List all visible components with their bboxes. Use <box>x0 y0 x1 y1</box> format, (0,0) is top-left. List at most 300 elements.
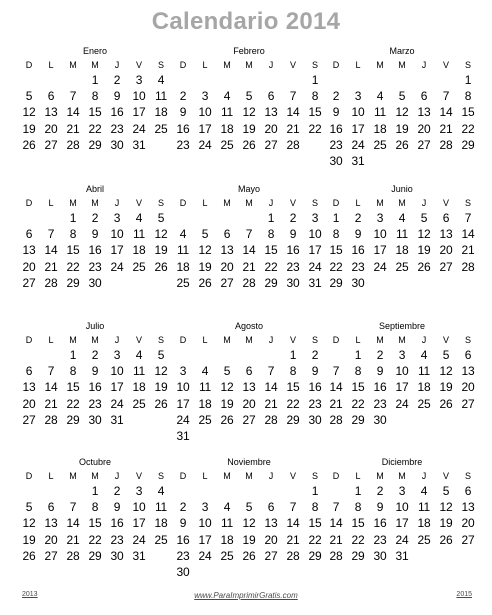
day-cell: 20 <box>242 396 256 411</box>
day-cell: 4 <box>223 89 231 104</box>
day-cell: 21 <box>286 121 300 136</box>
weekday-header: J <box>268 198 274 208</box>
day-cell: 10 <box>308 227 322 242</box>
day-cell: 18 <box>417 516 431 531</box>
day-cell: 8 <box>311 500 319 515</box>
month-abril <box>18 182 172 291</box>
day-cell: 18 <box>154 105 168 120</box>
day-cell: 2 <box>91 211 99 225</box>
day-cell: 25 <box>154 121 168 136</box>
day-cell: 17 <box>395 516 409 531</box>
day-cell: 8 <box>311 89 319 104</box>
day-cell: 5 <box>442 484 450 498</box>
day-cell: 31 <box>132 137 146 152</box>
month-diciembre <box>325 455 479 564</box>
day-cell: 11 <box>154 500 168 515</box>
day-cell <box>172 347 194 363</box>
month-name: Febrero <box>233 46 265 56</box>
weekday-header-row <box>172 196 326 210</box>
day-cell: 14 <box>44 380 58 395</box>
weekday-header-row <box>18 58 172 72</box>
day-cell: 9 <box>91 227 99 242</box>
weekday-header: M <box>245 471 253 481</box>
weekday-header: M <box>398 60 406 70</box>
day-cell: 5 <box>157 211 165 225</box>
day-cell: 29 <box>308 548 322 563</box>
week-row <box>172 259 326 275</box>
day-cell: 4 <box>135 348 143 362</box>
day-cell: 4 <box>420 484 428 498</box>
day-cell: 6 <box>267 89 275 104</box>
week-row <box>172 121 326 137</box>
week-row <box>325 210 479 226</box>
day-cell: 14 <box>439 105 453 120</box>
day-cell: 29 <box>351 412 365 427</box>
weekday-header: M <box>398 471 406 481</box>
weekday-header: M <box>223 198 231 208</box>
day-cell: 21 <box>329 396 343 411</box>
day-cell: 6 <box>420 89 428 104</box>
day-cell: 18 <box>198 396 212 411</box>
day-cell: 9 <box>376 364 384 379</box>
day-cell: 13 <box>44 516 58 531</box>
day-cell: 27 <box>220 275 234 290</box>
day-cell <box>238 347 260 363</box>
day-cell: 22 <box>88 121 102 136</box>
day-cell: 12 <box>220 380 234 395</box>
day-cell: 8 <box>69 227 77 242</box>
day-cell: 9 <box>113 500 121 515</box>
week-row <box>172 412 326 428</box>
day-cell: 1 <box>69 348 77 362</box>
month-name: Octubre <box>78 457 111 467</box>
day-cell: 30 <box>110 548 124 563</box>
day-cell: 12 <box>22 516 36 531</box>
day-cell: 11 <box>176 243 190 258</box>
day-cell: 3 <box>135 73 143 87</box>
day-cell: 8 <box>354 364 362 379</box>
day-cell: 3 <box>398 484 406 498</box>
day-cell: 21 <box>461 243 475 258</box>
weekday-header: M <box>376 471 384 481</box>
weekday-header: S <box>464 471 471 481</box>
day-cell: 10 <box>373 227 387 242</box>
day-cell: 16 <box>110 516 124 531</box>
day-cell <box>238 483 260 499</box>
day-cell: 10 <box>132 89 146 104</box>
day-cell: 16 <box>176 532 190 547</box>
day-cell: 5 <box>398 89 406 104</box>
weekday-header: L <box>48 471 54 481</box>
day-cell: 23 <box>308 396 322 411</box>
day-cell: 30 <box>88 275 102 290</box>
weekday-header-row <box>18 469 172 483</box>
day-cell: 9 <box>179 516 187 531</box>
day-cell: 31 <box>110 412 124 427</box>
weekday-header: M <box>245 335 253 345</box>
weekday-header: M <box>376 198 384 208</box>
day-cell <box>304 137 326 153</box>
week-row <box>172 242 326 258</box>
day-cell: 19 <box>439 516 453 531</box>
day-cell: 5 <box>25 89 33 104</box>
week-row <box>325 499 479 515</box>
weekday-header-row <box>325 196 479 210</box>
site-link[interactable]: www.ParaImprimirGratis.com <box>194 591 298 600</box>
day-cell: 15 <box>329 243 343 258</box>
weekday-header: D <box>332 471 340 481</box>
day-cell: 12 <box>154 364 168 379</box>
day-cell: 13 <box>461 364 475 379</box>
weekday-header: S <box>311 335 318 345</box>
weekday-header: S <box>464 60 471 70</box>
weekday-header: S <box>157 198 164 208</box>
week-row <box>172 137 326 153</box>
day-cell: 6 <box>442 211 450 225</box>
day-cell: 26 <box>242 137 256 152</box>
day-cell: 29 <box>286 412 300 427</box>
day-cell: 28 <box>264 412 278 427</box>
day-cell: 27 <box>461 396 475 411</box>
day-cell: 24 <box>395 532 409 547</box>
weekday-header: M <box>223 335 231 345</box>
day-cell: 12 <box>154 227 168 242</box>
day-cell <box>413 275 435 291</box>
day-cell: 23 <box>176 548 190 563</box>
day-cell: 17 <box>110 243 124 258</box>
day-cell: 29 <box>461 137 475 152</box>
weekday-header: L <box>355 198 361 208</box>
next-year-link[interactable]: 2015 <box>456 591 472 598</box>
day-cell: 19 <box>242 121 256 136</box>
day-cell <box>304 428 326 444</box>
day-cell: 1 <box>311 484 319 498</box>
day-cell: 18 <box>176 259 190 274</box>
day-cell: 5 <box>25 500 33 515</box>
day-cell <box>282 483 304 499</box>
weekday-header: J <box>421 471 427 481</box>
day-cell: 10 <box>110 364 124 379</box>
day-cell: 22 <box>66 259 80 274</box>
day-cell: 30 <box>351 275 365 290</box>
day-cell: 24 <box>132 121 146 136</box>
day-cell: 5 <box>442 348 450 362</box>
day-cell <box>260 347 282 363</box>
day-cell <box>369 153 391 169</box>
week-row <box>18 226 172 242</box>
day-cell: 15 <box>461 105 475 120</box>
day-cell: 11 <box>417 364 431 379</box>
day-cell: 5 <box>201 227 209 242</box>
day-cell: 5 <box>223 364 231 379</box>
day-cell: 4 <box>157 73 165 87</box>
weekday-header: D <box>332 335 340 345</box>
day-cell: 6 <box>25 227 33 242</box>
day-cell: 11 <box>220 105 234 120</box>
day-cell: 27 <box>22 412 36 427</box>
week-row <box>18 532 172 548</box>
month-name: Julio <box>85 321 105 331</box>
day-cell: 16 <box>286 243 300 258</box>
week-row <box>325 259 479 275</box>
day-cell: 4 <box>157 484 165 498</box>
weekday-header: J <box>268 60 274 70</box>
day-cell: 20 <box>22 396 36 411</box>
day-cell: 26 <box>439 532 453 547</box>
day-cell: 8 <box>354 500 362 515</box>
day-cell: 15 <box>88 516 102 531</box>
day-cell: 16 <box>373 516 387 531</box>
day-cell: 27 <box>22 275 36 290</box>
weekday-header: L <box>202 198 208 208</box>
day-cell: 8 <box>332 227 340 242</box>
day-cell <box>347 72 369 88</box>
day-cell: 13 <box>439 227 453 242</box>
day-cell: 20 <box>44 121 58 136</box>
day-cell <box>194 564 216 580</box>
week-row <box>172 226 326 242</box>
day-cell <box>40 347 62 363</box>
day-cell: 3 <box>376 211 384 225</box>
week-row <box>18 121 172 137</box>
week-row <box>325 72 479 88</box>
day-cell: 29 <box>66 412 80 427</box>
day-cell <box>238 210 260 226</box>
week-row <box>172 564 326 580</box>
day-cell: 12 <box>439 500 453 515</box>
day-cell: 21 <box>439 121 453 136</box>
day-cell: 21 <box>329 532 343 547</box>
day-cell: 18 <box>154 516 168 531</box>
weekday-header: M <box>398 335 406 345</box>
day-cell: 13 <box>44 105 58 120</box>
day-cell: 28 <box>286 548 300 563</box>
day-cell: 27 <box>44 137 58 152</box>
day-cell <box>325 483 347 499</box>
day-cell: 29 <box>264 275 278 290</box>
weekday-header: V <box>442 198 449 208</box>
day-cell: 22 <box>329 259 343 274</box>
week-row <box>172 363 326 379</box>
month-marzo <box>325 44 479 169</box>
day-cell: 1 <box>91 73 99 87</box>
day-cell <box>282 72 304 88</box>
day-cell: 3 <box>113 348 121 362</box>
day-cell: 16 <box>88 243 102 258</box>
day-cell: 13 <box>461 500 475 515</box>
day-cell: 10 <box>110 227 124 242</box>
day-cell <box>150 137 172 153</box>
day-cell: 21 <box>66 121 80 136</box>
day-cell: 18 <box>417 380 431 395</box>
day-cell: 25 <box>373 137 387 152</box>
day-cell: 14 <box>66 516 80 531</box>
weekday-header: L <box>202 471 208 481</box>
weekday-header: D <box>25 198 33 208</box>
prev-year-link[interactable]: 2013 <box>22 591 38 598</box>
day-cell: 28 <box>329 412 343 427</box>
week-row <box>18 347 172 363</box>
day-cell: 13 <box>22 243 36 258</box>
day-cell: 4 <box>201 364 209 379</box>
calendar-title: Calendario 2014 <box>151 8 341 35</box>
month-enero <box>18 44 172 153</box>
day-cell: 24 <box>198 548 212 563</box>
weekday-header: M <box>69 471 77 481</box>
day-cell: 7 <box>332 364 340 379</box>
weekday-header: L <box>48 60 54 70</box>
day-cell: 16 <box>88 380 102 395</box>
day-cell <box>194 210 216 226</box>
day-cell: 16 <box>308 380 322 395</box>
week-row <box>325 275 479 291</box>
day-cell: 3 <box>311 211 319 225</box>
weekday-header-row <box>325 58 479 72</box>
day-cell: 18 <box>132 243 146 258</box>
day-cell: 15 <box>351 516 365 531</box>
weekday-header: M <box>398 198 406 208</box>
day-cell: 30 <box>373 412 387 427</box>
week-row <box>18 275 172 291</box>
day-cell: 16 <box>110 105 124 120</box>
day-cell: 7 <box>442 89 450 104</box>
day-cell <box>106 275 128 291</box>
day-cell: 21 <box>44 396 58 411</box>
day-cell: 2 <box>311 348 319 362</box>
day-cell: 25 <box>220 548 234 563</box>
day-cell: 1 <box>289 348 297 362</box>
day-cell: 28 <box>44 275 58 290</box>
week-row <box>325 242 479 258</box>
week-row <box>325 515 479 531</box>
day-cell: 10 <box>395 500 409 515</box>
week-row <box>18 396 172 412</box>
day-cell: 15 <box>286 380 300 395</box>
week-row <box>172 88 326 104</box>
weekday-header: S <box>311 471 318 481</box>
day-cell: 22 <box>286 396 300 411</box>
day-cell: 24 <box>198 137 212 152</box>
month-junio <box>325 182 479 291</box>
day-cell: 25 <box>176 275 190 290</box>
day-cell: 19 <box>154 380 168 395</box>
week-row <box>325 396 479 412</box>
day-cell: 24 <box>373 259 387 274</box>
day-cell: 24 <box>110 396 124 411</box>
month-name: Enero <box>82 46 108 56</box>
day-cell: 26 <box>154 396 168 411</box>
day-cell <box>172 72 194 88</box>
day-cell: 28 <box>44 412 58 427</box>
day-cell: 22 <box>308 532 322 547</box>
day-cell <box>435 275 457 291</box>
day-cell: 13 <box>242 380 256 395</box>
weekday-header: L <box>355 471 361 481</box>
weekday-header-row <box>18 196 172 210</box>
day-cell: 15 <box>308 105 322 120</box>
day-cell: 27 <box>417 137 431 152</box>
day-cell <box>260 564 282 580</box>
day-cell: 15 <box>88 105 102 120</box>
day-cell <box>194 347 216 363</box>
day-cell: 28 <box>66 137 80 152</box>
weekday-header: J <box>421 198 427 208</box>
day-cell: 23 <box>110 121 124 136</box>
week-row <box>18 379 172 395</box>
day-cell: 31 <box>395 548 409 563</box>
day-cell <box>18 210 40 226</box>
day-cell: 3 <box>179 364 187 379</box>
day-cell <box>282 564 304 580</box>
day-cell <box>457 275 479 291</box>
day-cell: 18 <box>373 121 387 136</box>
day-cell: 24 <box>351 137 365 152</box>
day-cell <box>150 275 172 291</box>
day-cell: 12 <box>395 105 409 120</box>
day-cell: 5 <box>245 89 253 104</box>
day-cell: 22 <box>88 532 102 547</box>
weekday-header: S <box>464 335 471 345</box>
week-row <box>18 515 172 531</box>
day-cell <box>18 347 40 363</box>
week-row <box>172 532 326 548</box>
day-cell: 25 <box>132 396 146 411</box>
day-cell: 30 <box>286 275 300 290</box>
day-cell: 27 <box>439 259 453 274</box>
weekday-header: L <box>48 198 54 208</box>
weekday-header: D <box>332 198 340 208</box>
day-cell: 29 <box>66 275 80 290</box>
day-cell: 30 <box>308 412 322 427</box>
day-cell: 26 <box>439 396 453 411</box>
day-cell: 12 <box>242 516 256 531</box>
day-cell: 19 <box>439 380 453 395</box>
weekday-header: V <box>289 471 296 481</box>
day-cell: 3 <box>354 89 362 104</box>
day-cell: 17 <box>132 516 146 531</box>
day-cell: 28 <box>286 137 300 152</box>
day-cell: 2 <box>332 89 340 104</box>
day-cell <box>413 153 435 169</box>
weekday-header: M <box>223 60 231 70</box>
week-row <box>325 347 479 363</box>
day-cell <box>457 412 479 428</box>
day-cell: 20 <box>264 532 278 547</box>
day-cell <box>238 72 260 88</box>
day-cell: 2 <box>354 211 362 225</box>
week-row <box>172 548 326 564</box>
weekday-header: S <box>311 198 318 208</box>
day-cell: 7 <box>267 364 275 379</box>
day-cell: 25 <box>395 259 409 274</box>
day-cell: 3 <box>398 348 406 362</box>
day-cell <box>150 412 172 428</box>
day-cell: 14 <box>264 380 278 395</box>
weekday-header: M <box>69 60 77 70</box>
day-cell: 23 <box>110 532 124 547</box>
day-cell: 23 <box>88 259 102 274</box>
weekday-header: M <box>223 471 231 481</box>
day-cell: 6 <box>223 227 231 242</box>
day-cell: 9 <box>91 364 99 379</box>
day-cell: 3 <box>201 500 209 515</box>
weekday-header: M <box>91 60 99 70</box>
day-cell: 18 <box>220 532 234 547</box>
weekday-header: L <box>48 335 54 345</box>
day-cell <box>128 412 150 428</box>
day-cell: 23 <box>286 259 300 274</box>
day-cell: 6 <box>267 500 275 515</box>
